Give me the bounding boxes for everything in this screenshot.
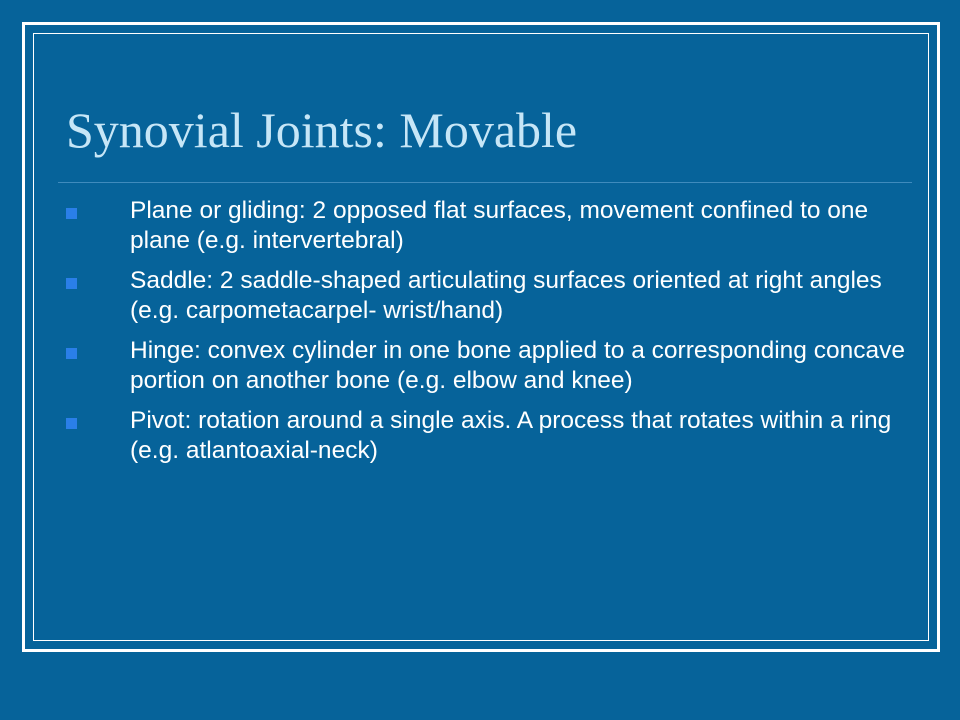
bullet-item-hinge [66,336,912,395]
bullet-text: Saddle: 2 saddle-shaped articulating surfaces oriented at right angles (e.g. carpometacarpel- wrist/hand) [130,267,882,324]
bullet-text: Hinge: convex cylinder in one bone applied to a corresponding concave portion on another bone (e.g. elbow and knee) [130,337,905,394]
bullet-item-saddle [66,266,912,325]
square-bullet-icon [66,348,77,359]
bullet-text: Pivot: rotation around a single axis. A process that rotates within a ring (e.g. atlantoaxial-neck) [130,407,892,464]
title-divider [58,182,912,183]
square-bullet-icon [66,278,77,289]
bullet-item-plane [66,196,912,255]
bullet-list [66,196,912,476]
bullet-item-pivot [66,406,912,465]
square-bullet-icon [66,208,77,219]
slide-title: Synovial Joints: Movable [66,102,578,158]
bullet-text: Plane or gliding: 2 opposed flat surfaces, movement confined to one plane (e.g. intervertebral) [130,197,869,254]
square-bullet-icon [66,418,77,429]
